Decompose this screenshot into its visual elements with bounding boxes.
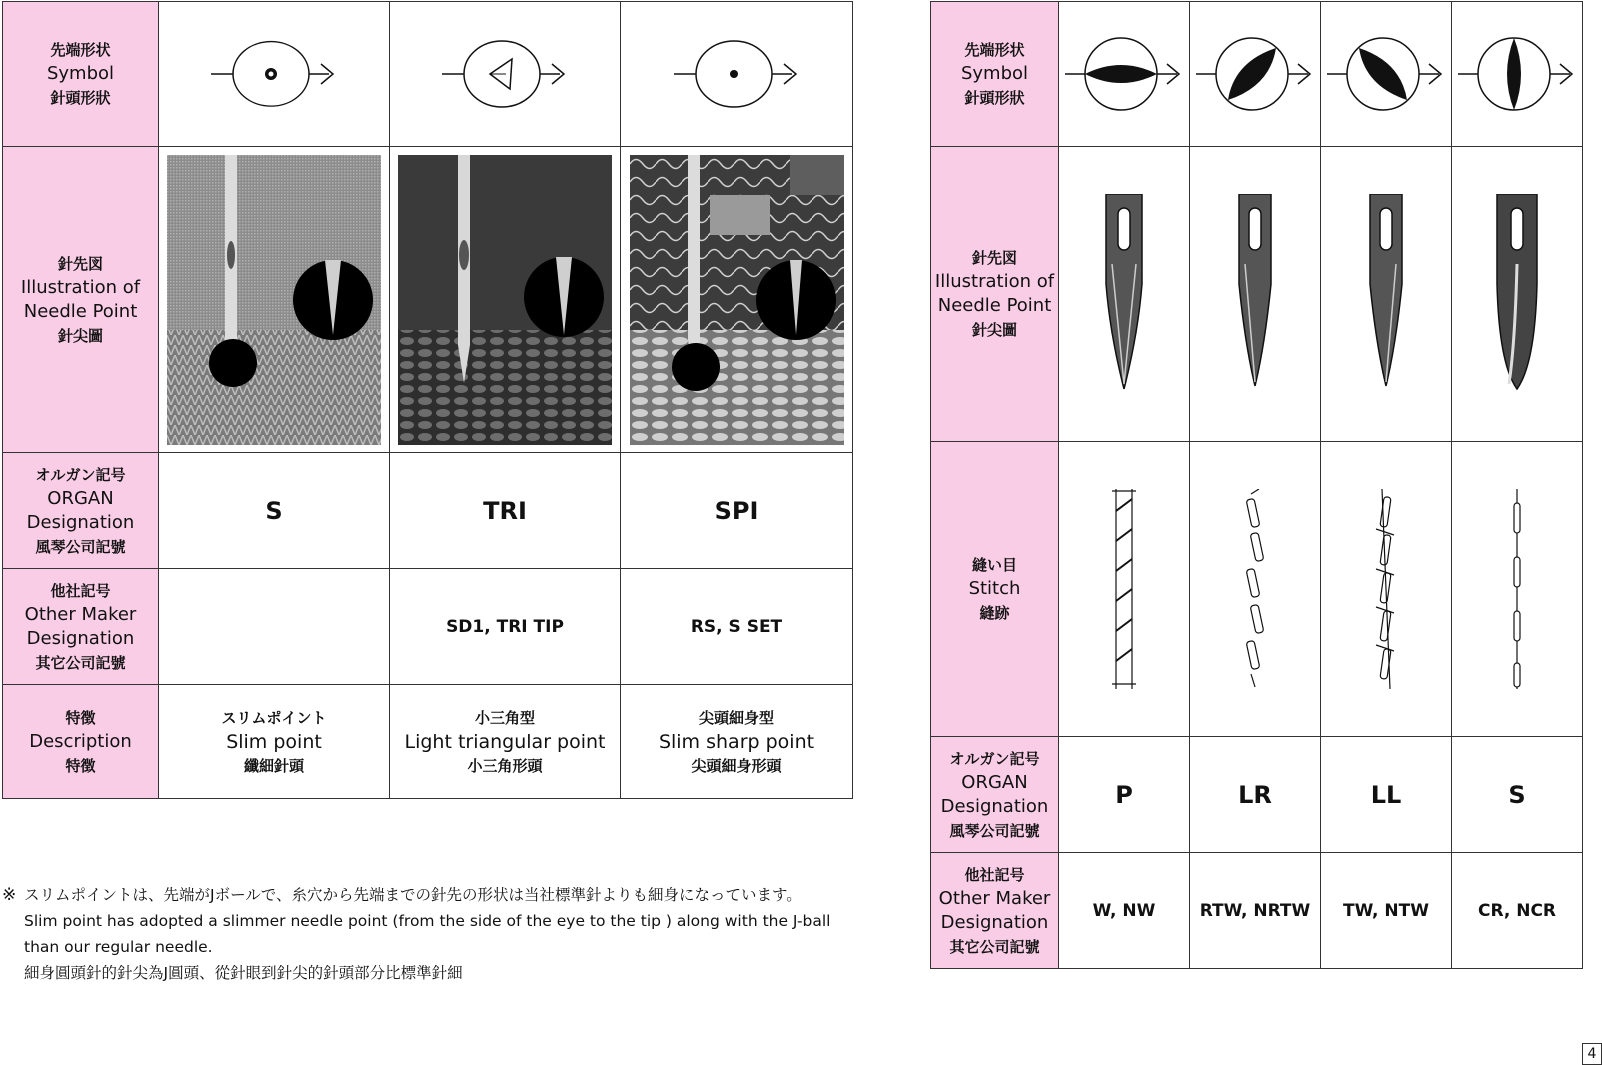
other-maker-row <box>3 569 853 685</box>
organ-code-s2: S <box>1452 737 1583 853</box>
illustration-s-cell <box>159 147 390 453</box>
illustration-row <box>3 147 853 453</box>
organ-code-tri: TRI <box>390 453 621 569</box>
right-needle-table <box>930 1 1583 969</box>
symbol-s-icon <box>209 39 339 109</box>
needle-lr-drawing-cell <box>1190 147 1321 442</box>
symbol-spi-icon <box>672 39 802 109</box>
needle-ll-drawing-cell <box>1321 147 1452 442</box>
needle-p-drawing <box>1094 194 1154 394</box>
illustration-spi-cell <box>621 147 853 453</box>
stitch-lr-drawing <box>1235 489 1275 689</box>
symbol-row-right <box>931 2 1583 147</box>
other-maker-header-right: 他社記号 Other Maker Designation 其它公司記號 <box>931 853 1059 969</box>
symbol-lr-cell <box>1190 2 1321 147</box>
symbol-header: 先端形状 Symbol 針頭形狀 <box>3 2 159 147</box>
other-code-tri: SD1, TRI TIP <box>390 569 621 685</box>
left-needle-table <box>2 1 853 799</box>
other-code-ll: TW, NTW <box>1321 853 1452 969</box>
other-code-p: W, NW <box>1059 853 1190 969</box>
description-row <box>3 685 853 799</box>
stitch-lr-cell <box>1190 442 1321 737</box>
other-code-spi: RS, S SET <box>621 569 853 685</box>
illustration-header: 針先図 Illustration of Needle Point 針尖圖 <box>3 147 159 453</box>
needle-p-drawing-cell <box>1059 147 1190 442</box>
illustration-tri-cell <box>390 147 621 453</box>
page-number: 4 <box>1582 1043 1602 1065</box>
stitch-ll-cell <box>1321 442 1452 737</box>
symbol-p-cell <box>1059 2 1190 147</box>
symbol-s2-cell <box>1452 2 1583 147</box>
symbol-p-icon <box>1063 34 1185 114</box>
organ-row <box>3 453 853 569</box>
note-japanese: スリムポイントは、先端がJボールで、糸穴から先端までの針先の形状は当社標準針よりも細身になっています。 <box>24 886 802 904</box>
note-english-1: Slim point has adopted a slimmer needle point (from the side of the eye to the tip ) along with the J-ball <box>24 912 831 930</box>
description-spi: 尖頭細身型 Slim sharp point 尖頭細身形頭 <box>621 685 853 799</box>
organ-code-lr: LR <box>1190 737 1321 853</box>
organ-code-spi: SPI <box>621 453 853 569</box>
stitch-p-drawing <box>1104 489 1144 689</box>
organ-code-p: P <box>1059 737 1190 853</box>
needle-spi-photo <box>630 155 844 445</box>
illustration-header-right: 針先図 Illustration of Needle Point 針尖圖 <box>931 147 1059 442</box>
slim-point-footnote <box>2 882 882 986</box>
description-s: スリムポイント Slim point 纖細針頭 <box>159 685 390 799</box>
needle-s-photo <box>167 155 381 445</box>
other-code-s2: CR, NCR <box>1452 853 1583 969</box>
symbol-lr-icon <box>1194 34 1316 114</box>
symbol-s2-icon <box>1456 34 1578 114</box>
organ-code-s: S <box>159 453 390 569</box>
illustration-row-right <box>931 147 1583 442</box>
stitch-ll-drawing <box>1366 489 1406 689</box>
stitch-s2-cell <box>1452 442 1583 737</box>
organ-header-right: オルガン記号 ORGAN Designation 風琴公司記號 <box>931 737 1059 853</box>
note-english-2: than our regular needle. <box>24 938 213 956</box>
symbol-ll-icon <box>1325 34 1447 114</box>
needle-ll-drawing <box>1356 194 1416 394</box>
symbol-spi-cell <box>621 2 853 147</box>
symbol-tri-cell <box>390 2 621 147</box>
other-maker-row-right <box>931 853 1583 969</box>
stitch-row <box>931 442 1583 737</box>
stitch-header: 縫い目 Stitch 縫跡 <box>931 442 1059 737</box>
description-tri: 小三角型 Light triangular point 小三角形頭 <box>390 685 621 799</box>
organ-row-right <box>931 737 1583 853</box>
needle-tri-photo <box>398 155 612 445</box>
organ-code-ll: LL <box>1321 737 1452 853</box>
symbol-header-right: 先端形状 Symbol 針頭形狀 <box>931 2 1059 147</box>
needle-s2-drawing <box>1487 194 1547 394</box>
symbol-row <box>3 2 853 147</box>
other-maker-header: 他社記号 Other Maker Designation 其它公司記號 <box>3 569 159 685</box>
symbol-ll-cell <box>1321 2 1452 147</box>
organ-header: オルガン記号 ORGAN Designation 風琴公司記號 <box>3 453 159 569</box>
description-header: 特徴 Description 特徴 <box>3 685 159 799</box>
needle-lr-drawing <box>1225 194 1285 394</box>
symbol-tri-icon <box>440 39 570 109</box>
other-code-lr: RTW, NRTW <box>1190 853 1321 969</box>
note-chinese: 細身圓頭針的針尖為J圓頭、從針眼到針尖的針頭部分比標準針細 <box>24 964 463 982</box>
other-code-s <box>159 569 390 685</box>
symbol-s-cell <box>159 2 390 147</box>
needle-s2-drawing-cell <box>1452 147 1583 442</box>
stitch-s2-drawing <box>1497 489 1537 689</box>
note-mark: ※ <box>2 885 17 905</box>
stitch-p-cell <box>1059 442 1190 737</box>
